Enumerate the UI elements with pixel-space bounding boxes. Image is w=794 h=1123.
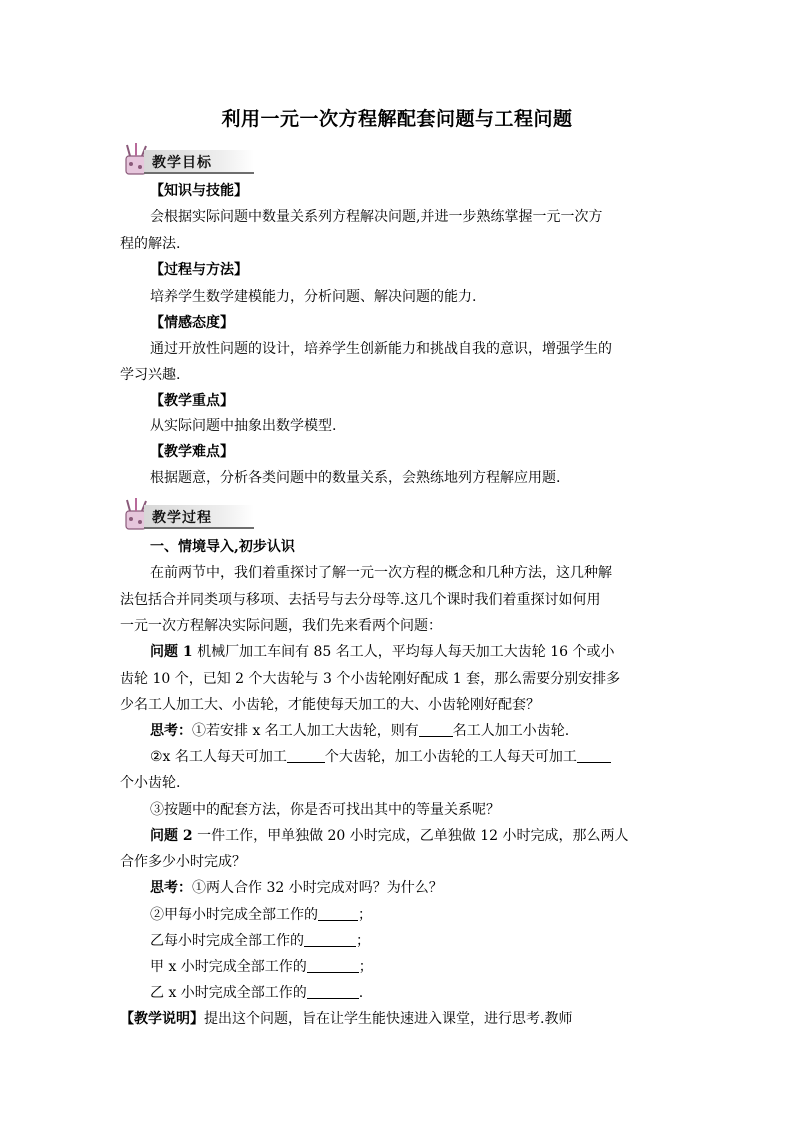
- think2-line: [150, 746, 680, 768]
- document-title: 利用一元一次方程解配套问题与工程问题: [221, 108, 573, 130]
- think1-line: [150, 720, 680, 742]
- difficulty-text: 根据题意，分析各类问题中的数量关系，会熟练地列方程解应用题.: [150, 470, 561, 486]
- emotion-text-1: 通过开放性问题的设计，培养学生创新能力和挑战自我的意识，增强学生的: [150, 341, 612, 357]
- think-label: 思考：: [150, 880, 192, 896]
- problem2-label: 问题 2: [150, 828, 193, 844]
- problem2-line-1: [150, 825, 680, 847]
- think3-text: ③按题中的配套方法，你是否可找出其中的等量关系呢？: [150, 802, 500, 818]
- think4-line: [150, 877, 680, 899]
- teaching-note-text: 提出这个问题，旨在让学生能快速进入课堂，进行思考.教师: [204, 1011, 573, 1027]
- problem1-label: 问题 1: [150, 644, 193, 660]
- think5-line: [150, 904, 680, 926]
- section-label-goals: 教学目标: [152, 155, 212, 171]
- think7-line: [150, 956, 680, 978]
- emotion-text-2: 学习兴趣.: [120, 367, 181, 383]
- method-text: 培养学生数学建模能力，分析问题、解决问题的能力.: [150, 289, 477, 305]
- section-label-process: 教学过程: [152, 510, 212, 526]
- key-point-text: 从实际问题中抽象出数学模型.: [150, 418, 337, 434]
- think5-text-b: ；: [358, 907, 372, 923]
- knowledge-heading: 【知识与技能】: [150, 183, 248, 199]
- think6-text-b: ；: [356, 933, 370, 949]
- knowledge-text-1: 会根据实际问题中数量关系列方程解决问题,并进一步熟练掌握一元一次方: [150, 209, 603, 225]
- think8-line: [150, 982, 680, 1004]
- answer-blank[interactable]: [287, 748, 325, 763]
- answer-blank[interactable]: [419, 722, 453, 737]
- think-label: 思考：: [150, 723, 192, 739]
- problem1-text-2: 齿轮 10 个，已知 2 个大齿轮与 3 个小齿轮刚好配成 1 套，那么需要分别安排多: [120, 671, 621, 687]
- section-banner-goals: [118, 142, 268, 176]
- think2-text-a: ②x 名工人每天可加工: [150, 749, 287, 765]
- think1-text-b: 名工人加工小齿轮.: [452, 723, 570, 739]
- difficulty-heading: 【教学难点】: [150, 444, 234, 460]
- think6-text-a: 乙每小时完成全部工作的: [150, 933, 304, 949]
- intro-text-2: 法包括合并同类项与移项、去括号与去分母等.这几个课时我们着重探讨如何用: [120, 592, 601, 608]
- think6-line: [150, 930, 680, 952]
- think7-text-a: 甲 x 小时完成全部工作的: [150, 959, 307, 975]
- teaching-note-line: [120, 1008, 680, 1030]
- answer-blank[interactable]: [307, 958, 359, 973]
- problem2-text-1: 一件工作，甲单独做 20 小时完成，乙单独做 12 小时完成，那么两人: [192, 828, 629, 844]
- teaching-note-label: 【教学说明】: [120, 1011, 204, 1027]
- method-heading: 【过程与方法】: [150, 262, 248, 278]
- answer-blank[interactable]: [577, 748, 611, 763]
- think8-text-b: .: [358, 985, 364, 1001]
- think2-text-b: 个大齿轮，加工小齿轮的工人每天可加工: [324, 749, 577, 765]
- answer-blank[interactable]: [304, 932, 356, 947]
- answer-blank[interactable]: [318, 906, 358, 921]
- problem1-text-3: 少名工人加工大、小齿轮，才能使每天加工的大、小齿轮刚好配套？: [120, 697, 540, 713]
- think4-text: ①两人合作 32 小时完成对吗？为什么？: [192, 880, 443, 896]
- intro-text-3: 一元一次方程解决实际问题，我们先来看两个问题：: [120, 618, 442, 634]
- knowledge-text-2: 程的解法.: [120, 236, 181, 252]
- think8-text-a: 乙 x 小时完成全部工作的: [150, 985, 307, 1001]
- think5-text-a: ②甲每小时完成全部工作的: [150, 907, 318, 923]
- think7-text-b: ；: [358, 959, 373, 975]
- key-point-heading: 【教学重点】: [150, 393, 234, 409]
- think2-text-c: 个小齿轮.: [120, 775, 181, 791]
- emotion-heading: 【情感态度】: [150, 315, 234, 331]
- intro-text-1: 在前两节中，我们着重探讨了解一元一次方程的概念和几种方法，这几种解: [150, 565, 612, 581]
- problem1-text-1: 机械厂加工车间有 85 名工人，平均每人每天加工大齿轮 16 个或小: [192, 644, 615, 660]
- part1-heading: 一、情境导入,初步认识: [150, 539, 295, 555]
- think1-text-a: ①若安排 x 名工人加工大齿轮，则有: [192, 723, 419, 739]
- answer-blank[interactable]: [307, 984, 359, 999]
- section-banner-process: [118, 497, 268, 531]
- problem1-line-1: [150, 641, 680, 663]
- problem2-text-2: 合作多少小时完成？: [120, 854, 246, 870]
